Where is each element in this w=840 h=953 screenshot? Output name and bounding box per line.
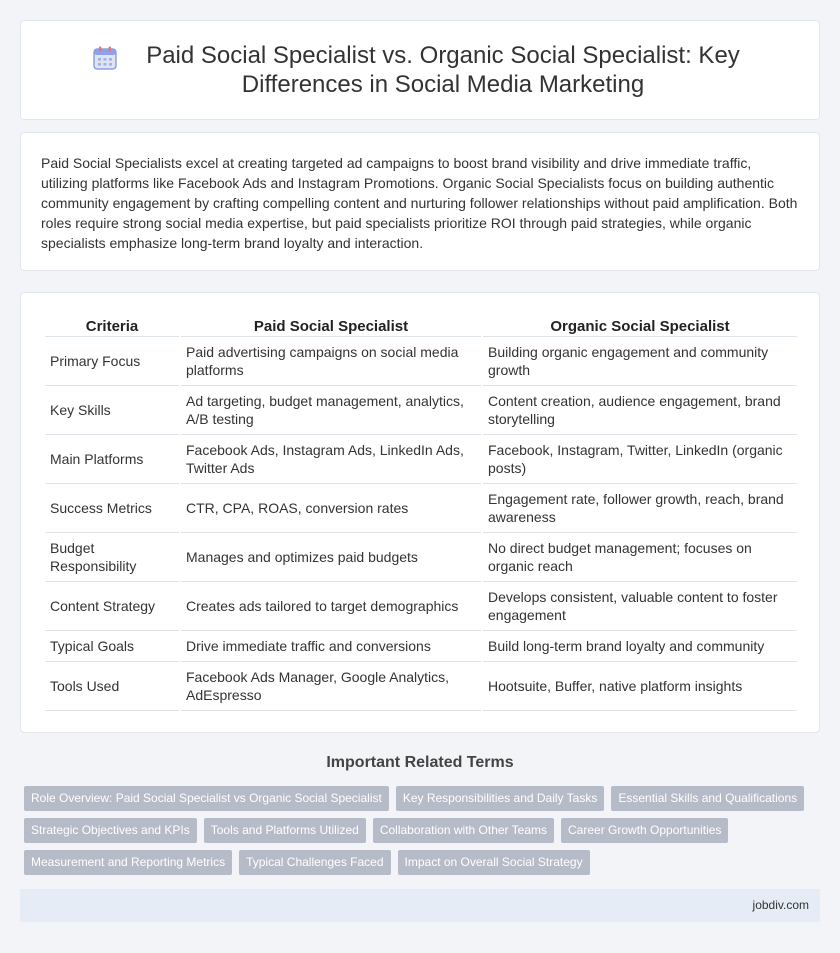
header-organic: Organic Social Specialist [483, 313, 797, 337]
table-row [45, 662, 797, 711]
organic-cell: Facebook, Instagram, Twitter, LinkedIn (organic posts) [483, 435, 797, 484]
related-term-tag[interactable]: Role Overview: Paid Social Specialist vs Organic Social Specialist [24, 786, 389, 811]
criteria-cell: Main Platforms [45, 435, 179, 484]
organic-cell: Building organic engagement and community growth [483, 337, 797, 386]
title-card [20, 20, 820, 120]
criteria-cell: Typical Goals [45, 631, 179, 662]
table-row [45, 582, 797, 631]
comparison-table [43, 313, 799, 711]
tag-row [24, 786, 824, 811]
criteria-cell: Key Skills [45, 386, 179, 435]
organic-cell: Engagement rate, follower growth, reach, brand awareness [483, 484, 797, 533]
related-term-tag[interactable]: Collaboration with Other Teams [373, 818, 554, 843]
paid-cell: Creates ads tailored to target demographics [181, 582, 481, 631]
organic-cell: Develops consistent, valuable content to foster engagement [483, 582, 797, 631]
related-terms-list [24, 786, 824, 882]
criteria-cell: Tools Used [45, 662, 179, 711]
intro-card [20, 132, 820, 271]
related-term-tag[interactable]: Career Growth Opportunities [561, 818, 728, 843]
paid-cell: Paid advertising campaigns on social media platforms [181, 337, 481, 386]
criteria-cell: Budget Responsibility [45, 533, 179, 582]
paid-cell: Facebook Ads Manager, Google Analytics, AdEspresso [181, 662, 481, 711]
related-term-tag[interactable]: Essential Skills and Qualifications [611, 786, 804, 811]
table-row [45, 435, 797, 484]
page-title: Paid Social Specialist vs. Organic Social Specialist: Key Differences in Social Media Marketing [146, 42, 740, 98]
related-term-tag[interactable]: Measurement and Reporting Metrics [24, 850, 232, 875]
table-row [45, 386, 797, 435]
table-row [45, 533, 797, 582]
related-term-tag[interactable]: Typical Challenges Faced [239, 850, 390, 875]
related-term-tag[interactable]: Impact on Overall Social Strategy [398, 850, 590, 875]
table-row [45, 337, 797, 386]
header-paid: Paid Social Specialist [181, 313, 481, 337]
criteria-cell: Success Metrics [45, 484, 179, 533]
footer [20, 889, 820, 922]
title-wrapper [92, 41, 748, 99]
related-term-tag[interactable]: Strategic Objectives and KPIs [24, 818, 197, 843]
table-header-row [45, 313, 797, 337]
header-criteria: Criteria [45, 313, 179, 337]
organic-cell: Content creation, audience engagement, brand storytelling [483, 386, 797, 435]
organic-cell: Build long-term brand loyalty and community [483, 631, 797, 662]
paid-cell: CTR, CPA, ROAS, conversion rates [181, 484, 481, 533]
criteria-cell: Primary Focus [45, 337, 179, 386]
table-row [45, 484, 797, 533]
intro-paragraph: Paid Social Specialists excel at creating targeted ad campaigns to boost brand visibility and drive immediate traffic, utilizing platforms like Facebook Ads and Instagram Promotions. Organic Social Specialists focus on building authentic community engagement by crafting compelling content and nurturing follower relationships without paid amplification. Both roles require strong social media expertise, but paid specialists prioritize ROI through paid strategies, while organic specialists emphasize long-term brand loyalty and interaction. [41, 155, 798, 251]
calendar-icon [92, 45, 118, 71]
paid-cell: Manages and optimizes paid budgets [181, 533, 481, 582]
criteria-cell: Content Strategy [45, 582, 179, 631]
paid-cell: Drive immediate traffic and conversions [181, 631, 481, 662]
paid-cell: Ad targeting, budget management, analytics, A/B testing [181, 386, 481, 435]
comparison-card [20, 292, 820, 733]
organic-cell: No direct budget management; focuses on organic reach [483, 533, 797, 582]
paid-cell: Facebook Ads, Instagram Ads, LinkedIn Ads, Twitter Ads [181, 435, 481, 484]
table-row [45, 631, 797, 662]
tag-row [24, 818, 824, 843]
related-term-tag[interactable]: Key Responsibilities and Daily Tasks [396, 786, 605, 811]
footer-site-link[interactable]: jobdiv.com [752, 898, 809, 912]
organic-cell: Hootsuite, Buffer, native platform insights [483, 662, 797, 711]
related-term-tag[interactable]: Tools and Platforms Utilized [204, 818, 366, 843]
related-terms-title: Important Related Terms [326, 754, 514, 771]
tag-row [24, 850, 824, 875]
